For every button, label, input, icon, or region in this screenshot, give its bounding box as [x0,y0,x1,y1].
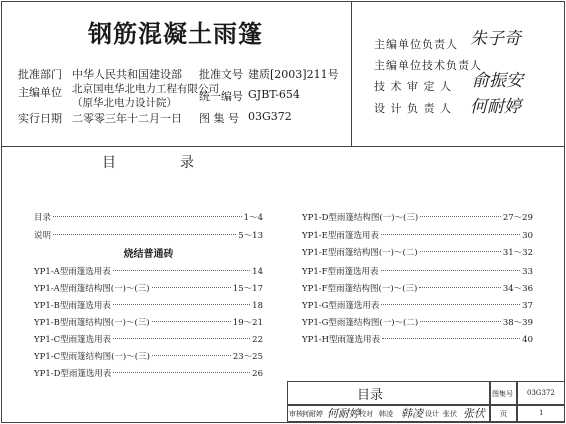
title-block-page-no: 1 [539,409,544,417]
title-block-check-name: 韩凌 [379,410,393,418]
toc-entry[interactable]: YP1-B型雨篷结构图(一)～(三) 19～21 [34,318,263,328]
toc-entry[interactable]: 目录 1～4 [34,213,263,223]
title-block-design-label: 设计 [425,410,439,418]
meta-value-date: 二零零三年十二月一日 [72,112,182,125]
title-block-check-label: 校对 [359,410,373,418]
toc-entry[interactable]: YP1-C型雨篷选用表 22 [34,335,263,345]
title-block-design-name: 张伏 [443,410,457,418]
meta-label-unified-no: 统一编号 [199,90,243,103]
toc-entry[interactable]: YP1-D型雨篷结构图(一)～(三) 27～29 [302,213,533,223]
title-block-name-cell [287,381,490,405]
toc-entry[interactable]: YP1-F型雨篷选用表 33 [302,267,533,277]
toc-entry[interactable]: YP1-A型雨篷结构图(一)～(三) 15～17 [34,284,263,294]
toc-entry[interactable]: YP1-E型雨篷选用表 30 [302,231,533,241]
meta-label-doc-no: 批准文号 [199,68,243,81]
title-block-check-signature: 韩凌 [401,407,423,420]
page-title: 钢筋混凝土雨篷 [88,19,263,48]
meta-value-doc-no: 建质[2003]211号 [248,68,339,81]
header-vertical-divider [351,1,352,147]
signature-reviewer: 俞振安 [472,71,523,91]
title-block-page-label: 页 [500,410,507,418]
signature-role-reviewer: 技 术 审 定 人 [374,80,452,93]
toc-entry[interactable]: YP1-G型雨篷结构图(一)～(二) 38～39 [302,318,533,328]
signature-role-tech-chief: 主编单位技术负责人 [374,59,482,72]
header-divider [1,146,565,147]
title-block-review-name: 何耐婷 [302,410,323,418]
signature-role-designer: 设 计 负 责 人 [374,102,452,115]
toc-section-heading: 烧结普通砖 [123,249,174,260]
signature-chief-unit: 朱子奇 [470,29,521,49]
meta-value-editor: 北京国电华北电力工程有限公司 [72,83,219,95]
toc-entry[interactable]: YP1-F型雨篷结构图(一)～(三) 34～36 [302,284,533,294]
toc-entry[interactable]: YP1-B型雨篷选用表 18 [34,301,263,311]
signature-role-chief-unit: 主编单位负责人 [374,38,458,51]
title-block-atlas-no: 03G372 [527,389,555,397]
toc-entry[interactable]: YP1-A型雨篷选用表 14 [34,267,263,277]
toc-entry[interactable]: YP1-C型雨篷结构图(一)～(三) 23～25 [34,352,263,362]
meta-label-date: 实行日期 [18,112,62,125]
title-block [287,381,565,422]
meta-value-unified-no: GJBT-654 [248,88,300,101]
meta-label-approver: 批准部门 [18,68,62,81]
meta-label-editor: 主编单位 [18,86,62,99]
meta-value-editor-former: （原华北电力设计院） [72,97,177,109]
meta-value-approver: 中华人民共和国建设部 [72,68,182,81]
meta-label-atlas-no: 图 集 号 [199,112,239,125]
toc-entry[interactable]: 说明 5～13 [34,231,263,241]
toc-title-char-1: 目 [102,155,116,171]
toc-entry[interactable]: YP1-D型雨篷选用表 26 [34,369,263,379]
title-block-atlas-label: 图集号 [492,390,513,398]
toc-title-char-2: 录 [180,155,194,171]
signature-designer: 何耐婷 [470,97,521,117]
toc-entry[interactable]: YP1-H型雨篷选用表 40 [302,335,533,345]
title-block-review-signature: 何耐婷 [327,407,360,420]
toc-entry[interactable]: YP1-E型雨篷结构图(一)～(二) 31～32 [302,248,533,258]
toc-entry[interactable]: YP1-G型雨篷选用表 37 [302,301,533,311]
meta-value-atlas-no: 03G372 [248,110,292,123]
title-block-design-signature: 张伏 [463,407,485,420]
title-block-name: 目录 [357,388,384,403]
title-block-review-label: 审核 [289,410,303,418]
